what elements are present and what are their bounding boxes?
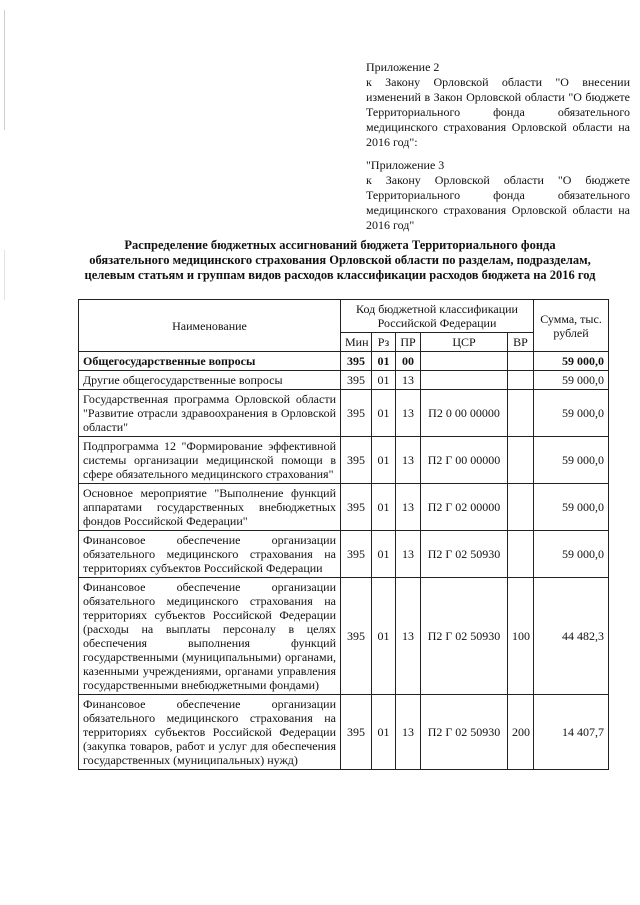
row-pr: 13 (396, 371, 421, 390)
row-rz: 01 (372, 484, 396, 531)
row-rz: 01 (372, 578, 396, 695)
header-vr: ВР (508, 333, 534, 352)
row-sum: 59 000,0 (534, 484, 609, 531)
row-csr: П2 Г 02 50930 (421, 578, 508, 695)
row-vr: 200 (508, 695, 534, 770)
appendix-text-1: к Закону Орловской области "О внесении изменений в Закон Орловской области "О бюджете Территориального фонда обязательного медицинского страхования Орловской области на 2016 год": (366, 75, 630, 149)
row-pr: 13 (396, 531, 421, 578)
row-min: 395 (341, 371, 372, 390)
row-name: Финансовое обеспечение организации обязательного медицинского страхования на территориях субъектов Российской Федерации (закупка товаров, работ и услуг для обеспечения государственных (муниципальных) нужд) (79, 695, 341, 770)
row-pr: 13 (396, 484, 421, 531)
row-pr: 13 (396, 578, 421, 695)
row-min: 395 (341, 484, 372, 531)
scan-edge-mark (4, 250, 5, 300)
row-csr: П2 0 00 00000 (421, 390, 508, 437)
row-rz: 01 (372, 437, 396, 484)
row-vr (508, 352, 534, 371)
table-row (79, 578, 609, 695)
header-pr: ПР (396, 333, 421, 352)
row-csr (421, 371, 508, 390)
row-vr (508, 390, 534, 437)
document-title: Распределение бюджетных ассигнований бюджета Территориального фонда обязательного медицинского страхования Орловской области по разделам, подразделам, целевым статьям и группам видов расходов классификации расходов бюджета на 2016 год (84, 238, 596, 282)
row-vr (508, 437, 534, 484)
row-rz: 01 (372, 695, 396, 770)
row-sum: 59 000,0 (534, 390, 609, 437)
row-rz: 01 (372, 371, 396, 390)
row-pr: 13 (396, 695, 421, 770)
row-pr: 00 (396, 352, 421, 371)
row-name: Другие общегосударственные вопросы (79, 371, 341, 390)
row-rz: 01 (372, 390, 396, 437)
row-sum: 44 482,3 (534, 578, 609, 695)
row-name: Финансовое обеспечение организации обязательного медицинского страхования на территориях субъектов Российской Федерации (79, 531, 341, 578)
row-csr (421, 352, 508, 371)
table-row (79, 531, 609, 578)
table-row (79, 437, 609, 484)
header-sum: Сумма, тыс. рублей (534, 300, 609, 352)
table-row (79, 390, 609, 437)
row-min: 395 (341, 695, 372, 770)
row-csr: П2 Г 02 50930 (421, 695, 508, 770)
row-min: 395 (341, 390, 372, 437)
header-name: Наименование (79, 300, 341, 352)
appendix-header (366, 60, 630, 233)
row-csr: П2 Г 00 00000 (421, 437, 508, 484)
row-pr: 13 (396, 437, 421, 484)
row-pr: 13 (396, 390, 421, 437)
header-row (79, 300, 609, 333)
table-row (79, 695, 609, 770)
row-min: 395 (341, 352, 372, 371)
row-rz: 01 (372, 531, 396, 578)
row-rz: 01 (372, 352, 396, 371)
row-sum: 59 000,0 (534, 437, 609, 484)
header-min: Мин (341, 333, 372, 352)
table-row (79, 371, 609, 390)
row-sum: 14 407,7 (534, 695, 609, 770)
scan-edge-mark (4, 10, 5, 130)
row-min: 395 (341, 437, 372, 484)
row-vr: 100 (508, 578, 534, 695)
row-sum: 59 000,0 (534, 531, 609, 578)
row-name: Подпрограмма 12 "Формирование эффективной системы организации медицинской помощи в сфере обязательного медицинского страхования" (79, 437, 341, 484)
row-min: 395 (341, 531, 372, 578)
row-name: Финансовое обеспечение организации обязательного медицинского страхования на территориях субъектов Российской Федерации (расходы на выплаты персоналу в целях обеспечения выполнения функций государственными (муниципальными) органами, казенными учреждениями, органами управления государственными внебюджетными фондами) (79, 578, 341, 695)
row-vr (508, 531, 534, 578)
appendix-line-2: "Приложение 3 (366, 158, 445, 172)
row-vr (508, 371, 534, 390)
header-csr: ЦСР (421, 333, 508, 352)
row-sum: 59 000,0 (534, 352, 609, 371)
table-row (79, 484, 609, 531)
row-vr (508, 484, 534, 531)
row-csr: П2 Г 02 00000 (421, 484, 508, 531)
row-name: Государственная программа Орловской области "Развитие отрасли здравоохранения в Орловской области" (79, 390, 341, 437)
appendix-line-1: Приложение 2 (366, 60, 440, 74)
row-sum: 59 000,0 (534, 371, 609, 390)
row-name: Общегосударственные вопросы (79, 352, 341, 371)
header-rz: Рз (372, 333, 396, 352)
appendix-text-2: к Закону Орловской области "О бюджете Территориального фонда обязательного медицинского страхования Орловской области на 2016 год" (366, 173, 630, 232)
header-code-group: Код бюджетной классификации Российской Федерации (341, 300, 534, 333)
row-csr: П2 Г 02 50930 (421, 531, 508, 578)
row-name: Основное мероприятие "Выполнение функций аппаратами государственных внебюджетных фондов Российской Федерации" (79, 484, 341, 531)
budget-table (78, 299, 609, 770)
table-row (79, 352, 609, 371)
row-min: 395 (341, 578, 372, 695)
